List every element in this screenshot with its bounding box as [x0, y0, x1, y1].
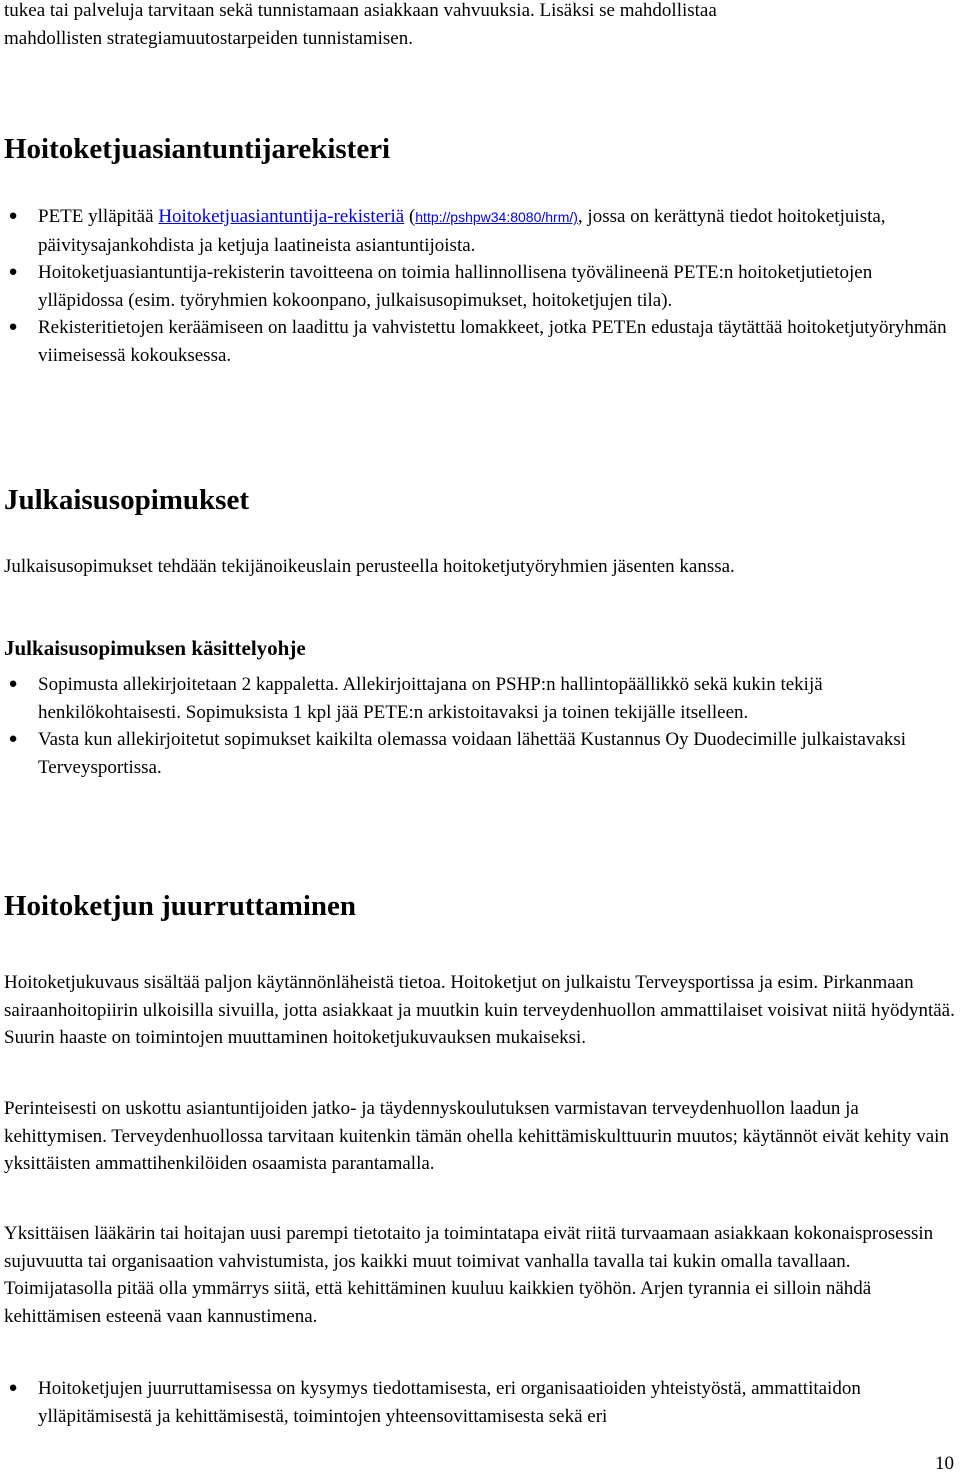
bullet-icon: ● [8, 676, 18, 692]
list-item: ● Hoitoketjuasiantuntija-rekisterin tavoitteena on toimia hallinnollisena työvälineenä PETE:n hoitoketjutietojen ylläpidossa (esim. työryhmien kokoonpano, julkaisusopimukset, hoitoketjujen tila). [4, 259, 956, 314]
bullet-icon: ● [8, 208, 18, 224]
bullet-icon: ● [8, 319, 18, 335]
subheading-kasittelyohje: Julkaisusopimuksen käsittelyohje [4, 636, 306, 660]
list-item: ● Rekisteritietojen keräämiseen on laadittu ja vahvistettu lomakkeet, jotka PETEn edustaja täytättää hoitoketjutyöryhmän viimeisessä kokouksessa. [4, 314, 956, 369]
list-item: ● Hoitoketjujen juurruttamisessa on kysymys tiedottamisesta, eri organisaatioiden yhteistyöstä, ammattitaidon ylläpitämisestä ja kehittämisestä, toimintojen yhteensovittamisesta sekä eri [4, 1375, 956, 1430]
section2-bullet-list [4, 671, 956, 781]
section3-bullet-list [4, 1375, 956, 1430]
section-heading-hoitoketjuasiantuntijarekisteri: Hoitoketjuasiantuntijarekisteri [4, 133, 391, 165]
list-item: ● Vasta kun allekirjoitetut sopimukset kaikilta olemassa voidaan lähettää Kustannus Oy Duodecimille julkaistavaksi Terveysportissa. [4, 726, 956, 781]
bullet-icon: ● [8, 264, 18, 280]
list-item: ● Sopimusta allekirjoitetaan 2 kappaletta. Allekirjoittajana on PSHP:n hallintopäällikkö sekä kukin tekijä henkilökohtaisesti. Sopimuksista 1 kpl jää PETE:n arkistoitavaksi ja toinen tekijälle itselleen. [4, 671, 956, 726]
juurruttaminen-paragraph-2: Perinteisesti on uskottu asiantuntijoiden jatko- ja täydennyskoulutuksen varmistavan terveydenhuollon laadun ja kehittymisen. Terveydenhuollossa tarvitaan kuitenkin tämän ohella kehittämiskulttuurin muutos; käytännöt eivät kehity vain yksittäisten ammattihenkilöiden osaamista parantamalla. [4, 1098, 949, 1174]
section-heading-julkaisusopimukset: Julkaisusopimukset [4, 484, 249, 516]
registry-link[interactable]: Hoitoketjuasiantuntija-rekisteriä [158, 206, 405, 227]
intro-line-2: mahdollisten strategiamuutostarpeiden tunnistamisen. [4, 27, 413, 49]
section-heading-juurruttaminen: Hoitoketjun juurruttaminen [4, 890, 357, 922]
intro-line-1: tukea tai palveluja tarvitaan sekä tunnistamaan asiakkaan vahvuuksia. Lisäksi se mahdollistaa [4, 0, 717, 21]
juurruttaminen-paragraph-1: Hoitoketjukuvaus sisältää paljon käytännönläheistä tietoa. Hoitoketjut on julkaistu Terveysportissa ja esim. Pirkanmaan sairaanhoitopiirin ulkoisilla sivuilla, jotta asiakkaat ja muutkin kuin terveydenhuollon ammattilaiset voisivat niitä hyödyntää. Suurin haaste on toimintojen muuttaminen hoitoketjukuvauksen mukaiseksi. [4, 972, 955, 1048]
bullet-icon: ● [8, 731, 18, 747]
intro-paragraph [4, 0, 954, 52]
bullet-icon: ● [8, 1380, 18, 1396]
section1-bullet-list [4, 203, 956, 369]
page-number: 10 [935, 1453, 954, 1474]
list-item: ● PETE ylläpitää Hoitoketjuasiantuntija-rekisteriä (http://pshpw34:8080/hrm/), jossa on kerättynä tiedot hoitoketjuista, päivitysajankohdista ja ketjuja laatineista asiantuntijoista. [4, 203, 956, 259]
julkaisusopimukset-paragraph: Julkaisusopimukset tehdään tekijänoikeuslain perusteella hoitoketjutyöryhmien jäsenten kanssa. [4, 556, 735, 577]
registry-url-link[interactable]: http://pshpw34:8080/hrm/) [415, 209, 578, 225]
juurruttaminen-paragraph-3: Yksittäisen lääkärin tai hoitajan uusi parempi tietotaito ja toimintatapa eivät riitä turvaamaan asiakkaan kokonaisprosessin sujuvuutta tai organisaation vahvistumista, jos kaikki muut toimivat vanhalla tavalla tai kukin omalla tavallaan. Toimijatasolla pitää olla ymmärrys siitä, että kehittäminen kuuluu kaikkien työhön. Arjen tyrannia ei silloin nähdä kehittämisen esteenä vaan kannustimena. [4, 1223, 934, 1327]
